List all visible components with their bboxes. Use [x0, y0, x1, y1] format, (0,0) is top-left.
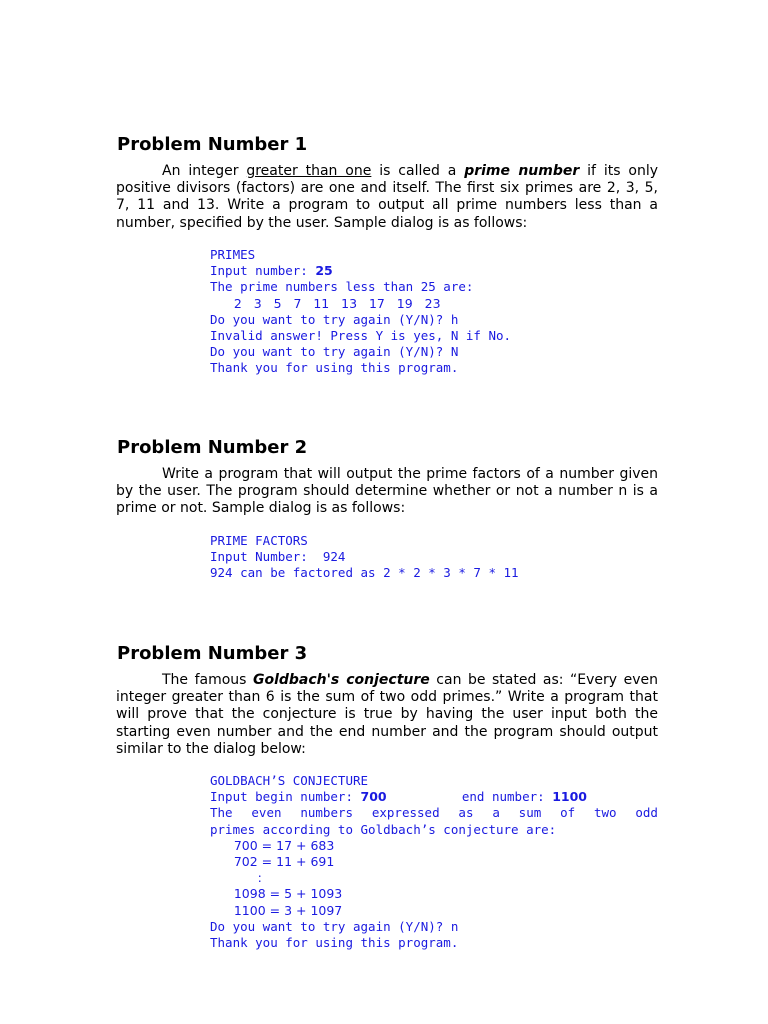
p1-text-3: is called a — [371, 163, 465, 179]
dialog-line: Invalid answer! Press Y is yes, N if No. — [210, 327, 512, 343]
p3-emphasis-term: Goldbach's conjecture — [252, 672, 430, 688]
dialog-primes-list: 2 3 5 7 11 13 17 19 23 — [210, 295, 441, 311]
dialog-word: as — [458, 805, 474, 821]
dialog-line: PRIME FACTORS — [210, 533, 308, 548]
dialog-line: Thank you for using this program. — [210, 934, 459, 950]
dialog-word: sum — [518, 805, 542, 821]
dialog-line — [210, 838, 658, 854]
dialog-result: 1100 = 3 + 1097 — [210, 902, 343, 918]
dialog-line: The prime numbers less than 25 are: — [210, 279, 474, 295]
problem-3-description — [116, 672, 658, 758]
p3-text-3: can be stated as: “Every even integer greater than 6 is the sum of two odd primes.” Write a program that will prove that the conjecture is true by having the user input both the starting even number and the end number and the program should output similar to the dialog below: — [116, 672, 658, 757]
dialog-word: a — [492, 805, 500, 821]
dialog-line: PRIMES — [210, 247, 256, 262]
problem-2-description — [116, 466, 658, 518]
p1-emphasis-term: prime number — [464, 163, 580, 179]
dialog-line: Do you want to try again (Y/N)? h — [210, 311, 459, 327]
dialog-result: 702 = 11 + 691 — [210, 853, 335, 869]
dialog-ellipsis: : — [210, 870, 262, 886]
problem-3-sample-dialog — [210, 773, 658, 951]
dialog-word: The — [210, 805, 233, 821]
dialog-word: numbers — [300, 805, 354, 821]
dialog-prompt: Input begin number: — [210, 789, 361, 805]
problem-2-sample-dialog — [210, 533, 519, 582]
dialog-line: Do you want to try again (Y/N)? n — [210, 918, 459, 934]
dialog-line: Thank you for using this program. — [210, 360, 459, 376]
dialog-word: expressed — [371, 805, 440, 821]
dialog-end-input: 1100 — [552, 789, 587, 805]
p3-text-1: The famous — [162, 672, 253, 688]
dialog-line — [210, 296, 511, 312]
dialog-word: of — [560, 805, 576, 821]
problem-1-description — [116, 163, 658, 232]
problem-1-sample-dialog — [210, 247, 511, 377]
p1-underlined-term: greater than one — [246, 163, 372, 179]
dialog-line — [210, 886, 658, 902]
dialog-line — [210, 870, 658, 886]
dialog-user-input: 25 — [315, 263, 333, 279]
p2-text-1: Write a program that will output the prime factors of a number given by the user. The program should determine whether or not a number n is a prime or not. Sample dialog is as follows: — [116, 466, 658, 517]
dialog-word: odd — [635, 805, 658, 821]
dialog-line: GOLDBACH’S CONJECTURE — [210, 773, 369, 788]
problem-3-heading: Problem Number 3 — [117, 643, 308, 664]
dialog-line — [210, 854, 658, 870]
dialog-result: 700 = 17 + 683 — [210, 837, 335, 853]
dialog-line: 924 can be factored as 2 * 2 * 3 * 7 * 11 — [210, 565, 519, 581]
dialog-line: primes according to Goldbach’s conjecture are: — [210, 821, 557, 837]
dialog-line — [210, 805, 658, 821]
dialog-prompt: end number: — [386, 789, 553, 805]
p1-text-5: if its only positive divisors (factors) are one and itself. The first six primes are 2, 3, 5, 7, 11 and 13. Write a program to output all prime numbers less than a number, specified by the user. Sample dialog is as follows: — [116, 163, 659, 231]
dialog-result: 1098 = 5 + 1093 — [210, 886, 343, 902]
dialog-prompt: Input number: — [210, 263, 316, 279]
p1-text-1: An integer — [162, 163, 247, 179]
dialog-word: even — [251, 805, 282, 821]
dialog-line: Input Number: 924 — [210, 549, 346, 565]
dialog-line: Do you want to try again (Y/N)? N — [210, 344, 459, 360]
dialog-line — [210, 903, 658, 919]
dialog-word: two — [593, 805, 617, 821]
dialog-begin-input: 700 — [360, 789, 387, 805]
dialog-line — [210, 789, 658, 805]
problem-1-heading: Problem Number 1 — [117, 134, 308, 155]
dialog-line — [210, 263, 511, 279]
problem-2-heading: Problem Number 2 — [117, 437, 308, 458]
